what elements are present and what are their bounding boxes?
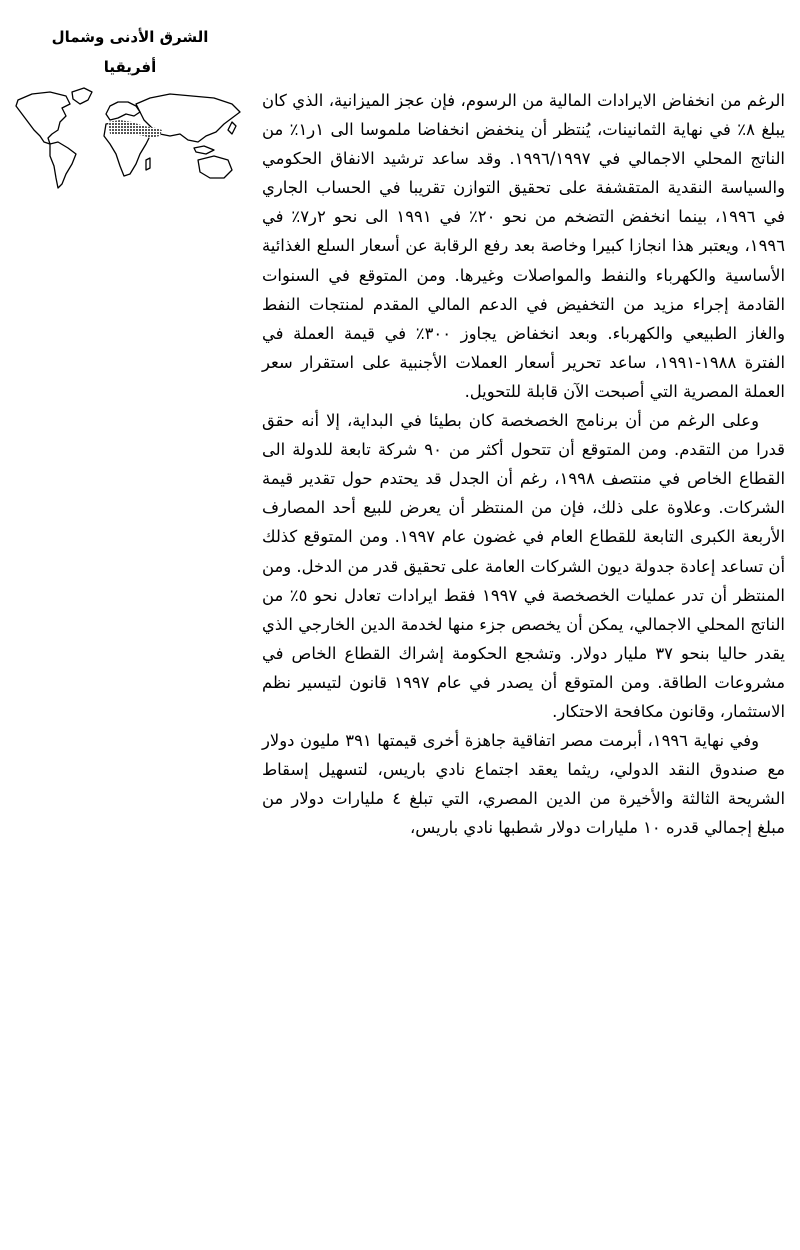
north-america-shape — [16, 92, 70, 144]
europe-shape — [106, 102, 140, 120]
region-caption-line-1: الشرق الأدنى وشمال — [51, 28, 209, 46]
greenland-shape — [72, 88, 92, 104]
south-america-shape — [50, 142, 76, 188]
world-map-icon — [10, 84, 250, 192]
article-paragraph-3: وفي نهاية ١٩٩٦، أبرمت مصر اتفاقية جاهزة أخرى قيمتها ٣٩١ مليون دولار مع صندوق النقد الدولي، ريثما يعقد اجتماع نادي باريس، لتسهيل إسقاط الشريحة الثالثة والأخيرة من الدين المصري، التي تبلغ ٤ مليارات دولار من مبلغ إجمالي قدره ١٠ مليارات دولار شطبها نادي باريس، — [262, 731, 785, 838]
indonesia-shape — [194, 146, 214, 154]
article-paragraph-1: الرغم من انخفاض الايرادات المالية من الرسوم، فإن عجز الميزانية، الذي كان يبلغ ٨٪ في نهاية الثمانينات، يُنتظر أن ينخفض انخفاضا ملموسا الى ١ر١٪ من الناتج المحلي الاجمالي في ١٩٩٦/١٩٩٧. وقد ساعد ترشيد الانفاق الحكومي والسياسة النقدية المتقشفة على تحقيق التوازن تقريبا في الحساب الجاري في ١٩٩٦، بينما انخفض التضخم من نحو ٢٠٪ في ١٩٩١ الى نحو ٢ر٧٪ في ١٩٩٦، ويعتبر هذا انجازا كبيرا وخاصة بعد رفع الرقابة عن أسعار السلع الغذائية الأساسية والكهرباء والنفط والمواصلات وغيرها. ومن المتوقع في السنوات القادمة إجراء مزيد من التخفيض في الدعم المالي المقدم لمنتجات النفط والغاز الطبيعي والكهرباء. وبعد انخفاض يجاوز ٣٠٠٪ في قيمة العملة في الفترة ١٩٨٨-١٩٩١، ساعد تحرير أسعار العملات الأجنبية على استقرار سعر العملة المصرية التي أصبحت الآن قابلة للتحويل. — [262, 91, 785, 401]
region-caption-line-2: أفريقيا — [103, 58, 157, 76]
madagascar-shape — [146, 158, 150, 170]
australia-shape — [198, 156, 232, 178]
highlighted-region — [108, 120, 162, 138]
japan-shape — [228, 122, 236, 134]
region-caption — [10, 22, 250, 82]
article-paragraph-2: وعلى الرغم من أن برنامج الخصخصة كان بطيئا في البداية، إلا أنه حقق قدرا من التقدم. ومن المتوقع أن تتحول أكثر من ٩٠ شركة تابعة للدولة الى القطاع الخاص في منتصف ١٩٩٨، رغم أن الجدل قد يحتدم حول تقدير قيمة الشركات. وعلاوة على ذلك، فإن من المنتظر أن يعرض للبيع أحد المصارف الأربعة الكبرى التابعة للقطاع العام في غضون عام ١٩٩٧. ومن المتوقع كذلك أن تساعد إعادة جدولة ديون الشركات العامة على تحقيق قدر من الدخل. ومن المنتظر أن تدر عمليات الخصخصة في ١٩٩٧ فقط ايرادات تعادل نحو ٥٪ من الناتج المحلي الاجمالي، يمكن أن يخصص جزء منها لخدمة الدين الخارجي الذي يقدر حاليا بنحو ٣٧ مليار دولار. وتشجع الحكومة إشراك القطاع الخاص في مشروعات الطاقة. ومن المتوقع أن يصدر في عام ١٩٩٧ قانون لتيسير نظم الاستثمار، وقانون مكافحة الاحتكار. — [262, 411, 785, 721]
article-body — [262, 86, 785, 842]
